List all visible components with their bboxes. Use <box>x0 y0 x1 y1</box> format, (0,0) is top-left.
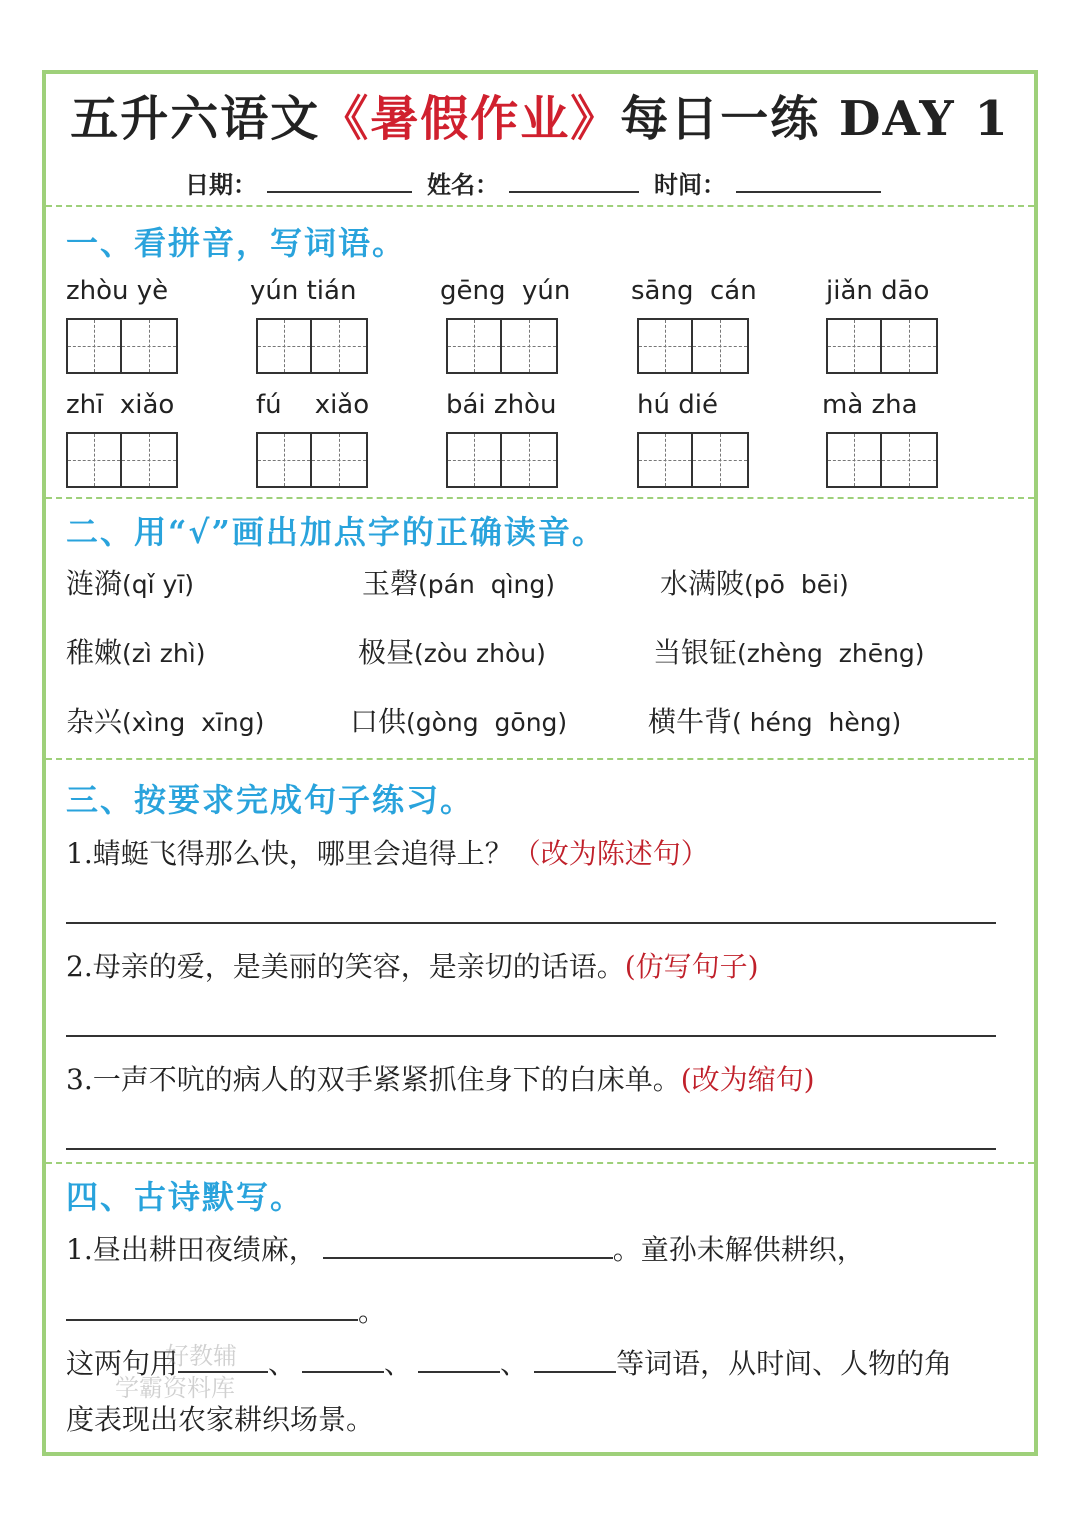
writing-cell[interactable] <box>256 432 312 488</box>
instruction-hint: (改为缩句) <box>680 1063 815 1096</box>
writing-cell[interactable] <box>637 318 693 374</box>
reading-item: 稚嫩(zì zhì) <box>66 636 206 669</box>
instruction-hint: （改为陈述句） <box>512 837 709 870</box>
section2-title: 二、用“√”画出加点字的正确读音。 <box>66 513 606 551</box>
pinyin-item: mà zha <box>822 390 1002 488</box>
blank[interactable] <box>66 1293 358 1321</box>
pinyin-item: zhī xiǎo <box>66 390 246 488</box>
writing-cell[interactable] <box>122 432 178 488</box>
pinyin-item: sāng cán <box>631 276 811 374</box>
divider <box>46 1162 1034 1164</box>
pinyin-item: jiǎn dāo <box>826 276 1006 374</box>
section1-title: 一、看拼音，写词语。 <box>66 224 407 262</box>
section4-title: 四、古诗默写。 <box>66 1178 305 1216</box>
date-label: 日期： <box>185 170 257 199</box>
section3-title: 三、按要求完成句子练习。 <box>66 781 475 819</box>
sentence-question-1: 1.蜻蜓飞得那么快，哪里会追得上？（改为陈述句） <box>66 837 709 870</box>
answer-line-3[interactable] <box>66 1148 996 1150</box>
pinyin-item: gēng yún <box>440 276 620 374</box>
writing-cell[interactable] <box>312 432 368 488</box>
answer-line-2[interactable] <box>66 1035 996 1037</box>
writing-cell[interactable] <box>312 318 368 374</box>
answer-line-1[interactable] <box>66 922 996 924</box>
reading-item: 极昼(zòu zhòu) <box>358 636 546 669</box>
blank[interactable] <box>302 1345 384 1373</box>
writing-cell[interactable] <box>502 432 558 488</box>
reading-item: 玉磬(pán qìng) <box>362 567 555 600</box>
instruction-hint: (仿写句子) <box>624 950 759 983</box>
divider <box>46 497 1034 499</box>
sentence-question-3: 3.一声不吭的病人的双手紧紧抓住身下的白床单。(改为缩句) <box>66 1063 815 1096</box>
time-field[interactable] <box>736 167 881 193</box>
poem-line-1: 1.昼出耕田夜绩麻， 。童孙未解供耕织， <box>66 1233 865 1266</box>
pinyin-item: hú dié <box>637 390 817 488</box>
poem-line-3: 这两句用 、 、 、 等词语，从时间、人物的角 <box>66 1347 953 1380</box>
blank[interactable] <box>323 1231 613 1259</box>
page-title: 五升六语文《暑假作业》每日一练 DAY 1 <box>70 91 1010 147</box>
time-label: 时间： <box>654 170 726 199</box>
blank[interactable] <box>418 1345 500 1373</box>
book-title: 《暑假作业》 <box>320 91 621 147</box>
writing-cell[interactable] <box>826 318 882 374</box>
writing-cell[interactable] <box>66 432 122 488</box>
reading-item: 横牛背( héng hèng) <box>648 705 902 738</box>
writing-cell[interactable] <box>446 318 502 374</box>
writing-cell[interactable] <box>256 318 312 374</box>
poem-line-4: 度表现出农家耕织场景。 <box>66 1403 375 1436</box>
writing-cell[interactable] <box>826 432 882 488</box>
pinyin-item: yún tián <box>250 276 430 374</box>
header-meta <box>185 165 896 200</box>
writing-cell[interactable] <box>66 318 122 374</box>
name-label: 姓名： <box>427 170 499 199</box>
date-field[interactable] <box>267 167 412 193</box>
pinyin-item: fú xiǎo <box>256 390 436 488</box>
poem-line-2: 。 <box>66 1290 386 1330</box>
reading-item: 杂兴(xìng xīng) <box>66 705 265 738</box>
reading-item: 口供(gòng gōng) <box>350 705 568 738</box>
writing-cell[interactable] <box>882 318 938 374</box>
divider <box>46 205 1034 207</box>
writing-cell[interactable] <box>882 432 938 488</box>
writing-cell[interactable] <box>502 318 558 374</box>
sentence-question-2: 2.母亲的爱，是美丽的笑容，是亲切的话语。(仿写句子) <box>66 950 759 983</box>
pinyin-item: zhòu yè <box>66 276 246 374</box>
writing-cell[interactable] <box>446 432 502 488</box>
reading-item: 涟漪(qǐ yī) <box>66 567 195 600</box>
pinyin-item: bái zhòu <box>446 390 626 488</box>
writing-cell[interactable] <box>637 432 693 488</box>
reading-item: 水满陂(pō bēi) <box>660 567 849 600</box>
blank[interactable] <box>534 1345 616 1373</box>
reading-item: 当银钲(zhèng zhēng) <box>653 636 925 669</box>
writing-cell[interactable] <box>693 432 749 488</box>
writing-cell[interactable] <box>122 318 178 374</box>
name-field[interactable] <box>509 167 639 193</box>
divider <box>46 758 1034 760</box>
writing-cell[interactable] <box>693 318 749 374</box>
watermark: 好教辅 学霸资料库 <box>115 1342 237 1402</box>
